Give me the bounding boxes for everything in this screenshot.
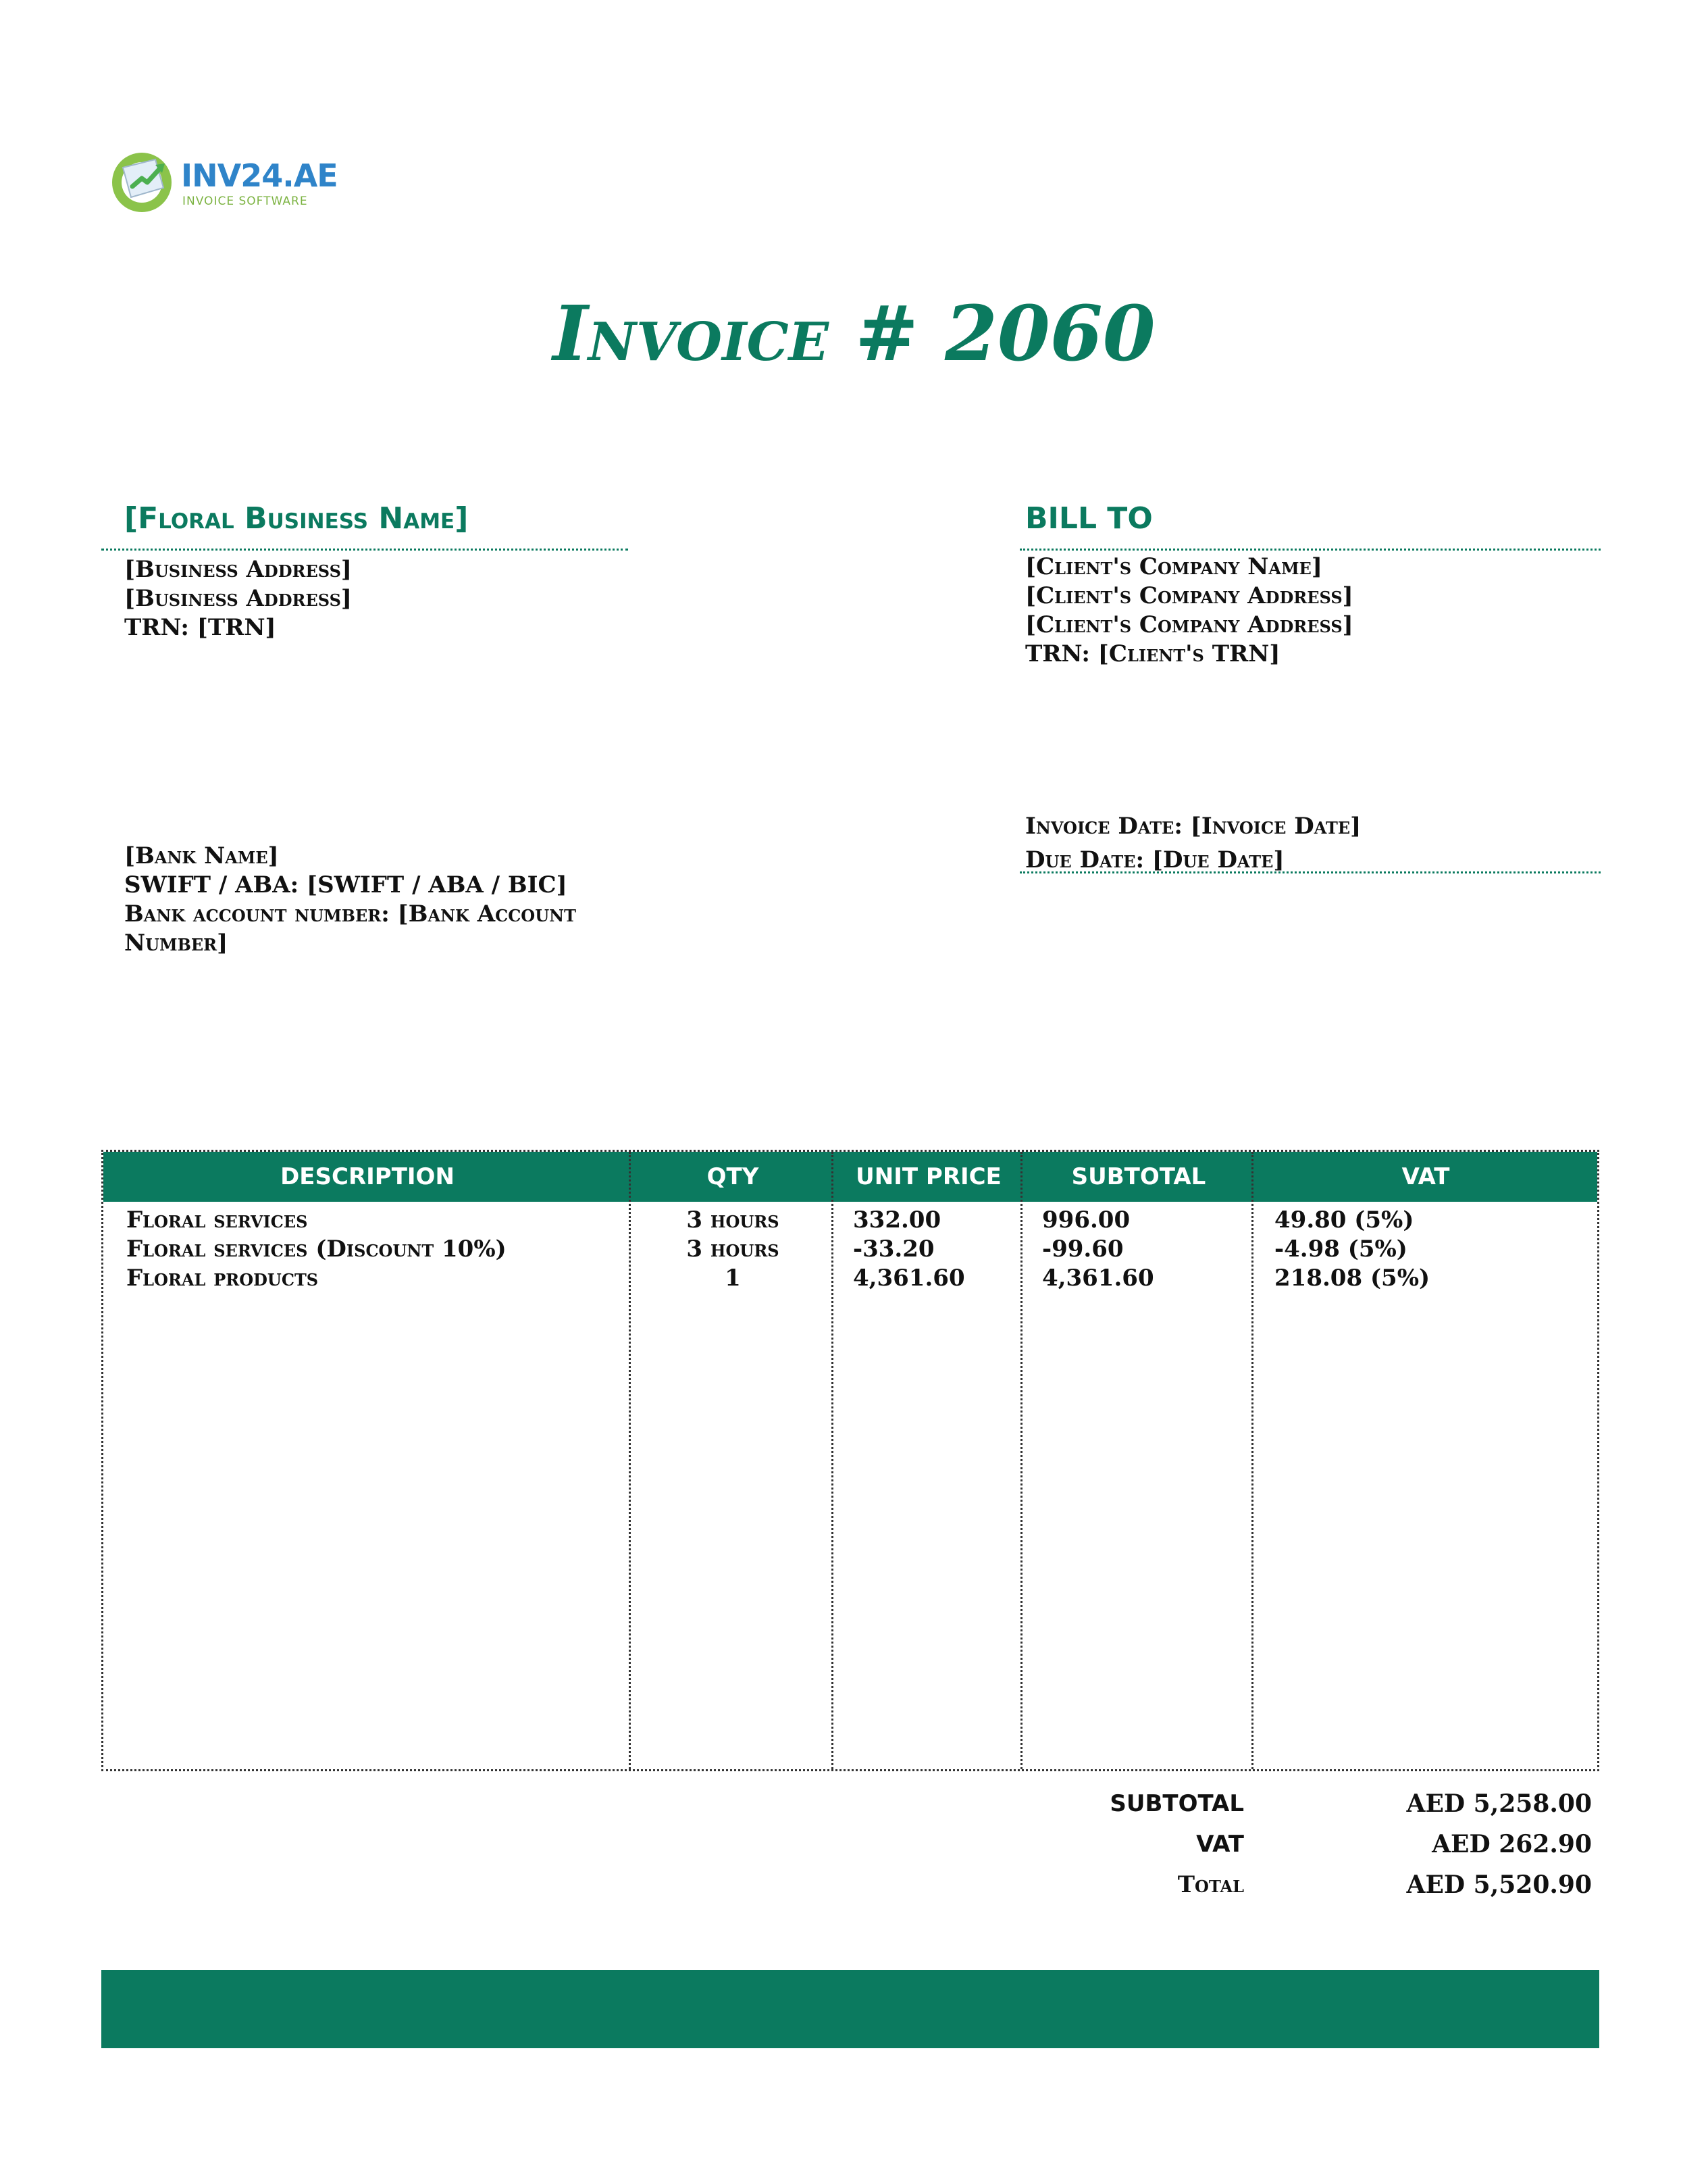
row-description: Floral services (Discount 10%) — [126, 1236, 507, 1263]
column-divider — [629, 1152, 631, 1769]
company-logo — [108, 147, 338, 215]
bill-to-heading: BILL TO — [1025, 501, 1153, 536]
bill-to-divider — [1020, 549, 1601, 551]
column-divider — [1251, 1152, 1253, 1769]
row-description: Floral services — [126, 1206, 308, 1234]
bank-name: [Bank Name] — [124, 842, 279, 869]
col-header-description: DESCRIPTION — [280, 1163, 455, 1190]
bank-details — [124, 842, 576, 958]
subtotal-label: SUBTOTAL — [1110, 1790, 1244, 1817]
logo-tagline: INVOICE SOFTWARE — [182, 195, 308, 208]
row-unit-price: 332.00 — [853, 1206, 941, 1234]
total-label: Total — [1177, 1871, 1244, 1898]
bank-account-number-cont: Number] — [124, 930, 228, 957]
table-header — [103, 1152, 1597, 1202]
seller-details — [124, 555, 352, 642]
column-divider — [1020, 1152, 1023, 1769]
seller-divider — [101, 549, 628, 551]
row-qty: 1 — [725, 1265, 741, 1292]
invoice-date: Invoice Date: [Invoice Date] — [1025, 813, 1362, 840]
col-header-qty: QTY — [706, 1163, 759, 1190]
row-subtotal: -99.60 — [1042, 1236, 1124, 1263]
row-description: Floral products — [126, 1265, 319, 1292]
invoice-title: Invoice # 2060 — [552, 290, 1156, 378]
bank-account-number: Bank account number: [Bank Account — [124, 900, 576, 928]
vat-label: VAT — [1196, 1831, 1244, 1858]
logo-brand-name: INV24.AE — [181, 157, 338, 194]
client-address-line-1: [Client's Company Address] — [1025, 582, 1353, 609]
footer-bar — [101, 1970, 1599, 2048]
line-items-table — [101, 1150, 1599, 1771]
row-qty: 3 hours — [686, 1236, 779, 1263]
row-subtotal: 4,361.60 — [1042, 1265, 1154, 1292]
invoice-logo-icon — [108, 147, 176, 215]
col-header-subtotal: SUBTOTAL — [1071, 1163, 1206, 1190]
vat-value: AED 262.90 — [1432, 1830, 1592, 1858]
row-qty: 3 hours — [686, 1206, 779, 1234]
col-header-unit-price: UNIT PRICE — [856, 1163, 1002, 1190]
col-header-vat: VAT — [1401, 1163, 1450, 1190]
subtotal-value: AED 5,258.00 — [1406, 1789, 1592, 1818]
seller-name: [Floral Business Name] — [124, 501, 469, 536]
client-company-name: [Client's Company Name] — [1025, 553, 1322, 580]
seller-trn: TRN: [TRN] — [124, 614, 276, 641]
total-value: AED 5,520.90 — [1406, 1871, 1592, 1899]
client-trn: TRN: [Client's TRN] — [1025, 640, 1280, 667]
row-vat: 49.80 (5%) — [1274, 1206, 1414, 1234]
due-date: Due Date: [Due Date] — [1025, 846, 1285, 873]
invoice-dates — [1025, 809, 1361, 877]
row-vat: 218.08 (5%) — [1274, 1265, 1430, 1292]
row-unit-price: -33.20 — [853, 1236, 935, 1263]
row-unit-price: 4,361.60 — [853, 1265, 965, 1292]
dates-divider — [1020, 871, 1601, 873]
bill-to-details — [1025, 553, 1353, 669]
row-vat: -4.98 (5%) — [1274, 1236, 1407, 1263]
bank-swift: SWIFT / ABA: [SWIFT / ABA / BIC] — [124, 871, 567, 898]
row-subtotal: 996.00 — [1042, 1206, 1131, 1234]
seller-address-line-2: [Business Address] — [124, 585, 352, 612]
client-address-line-2: [Client's Company Address] — [1025, 611, 1353, 638]
seller-address-line-1: [Business Address] — [124, 556, 352, 583]
